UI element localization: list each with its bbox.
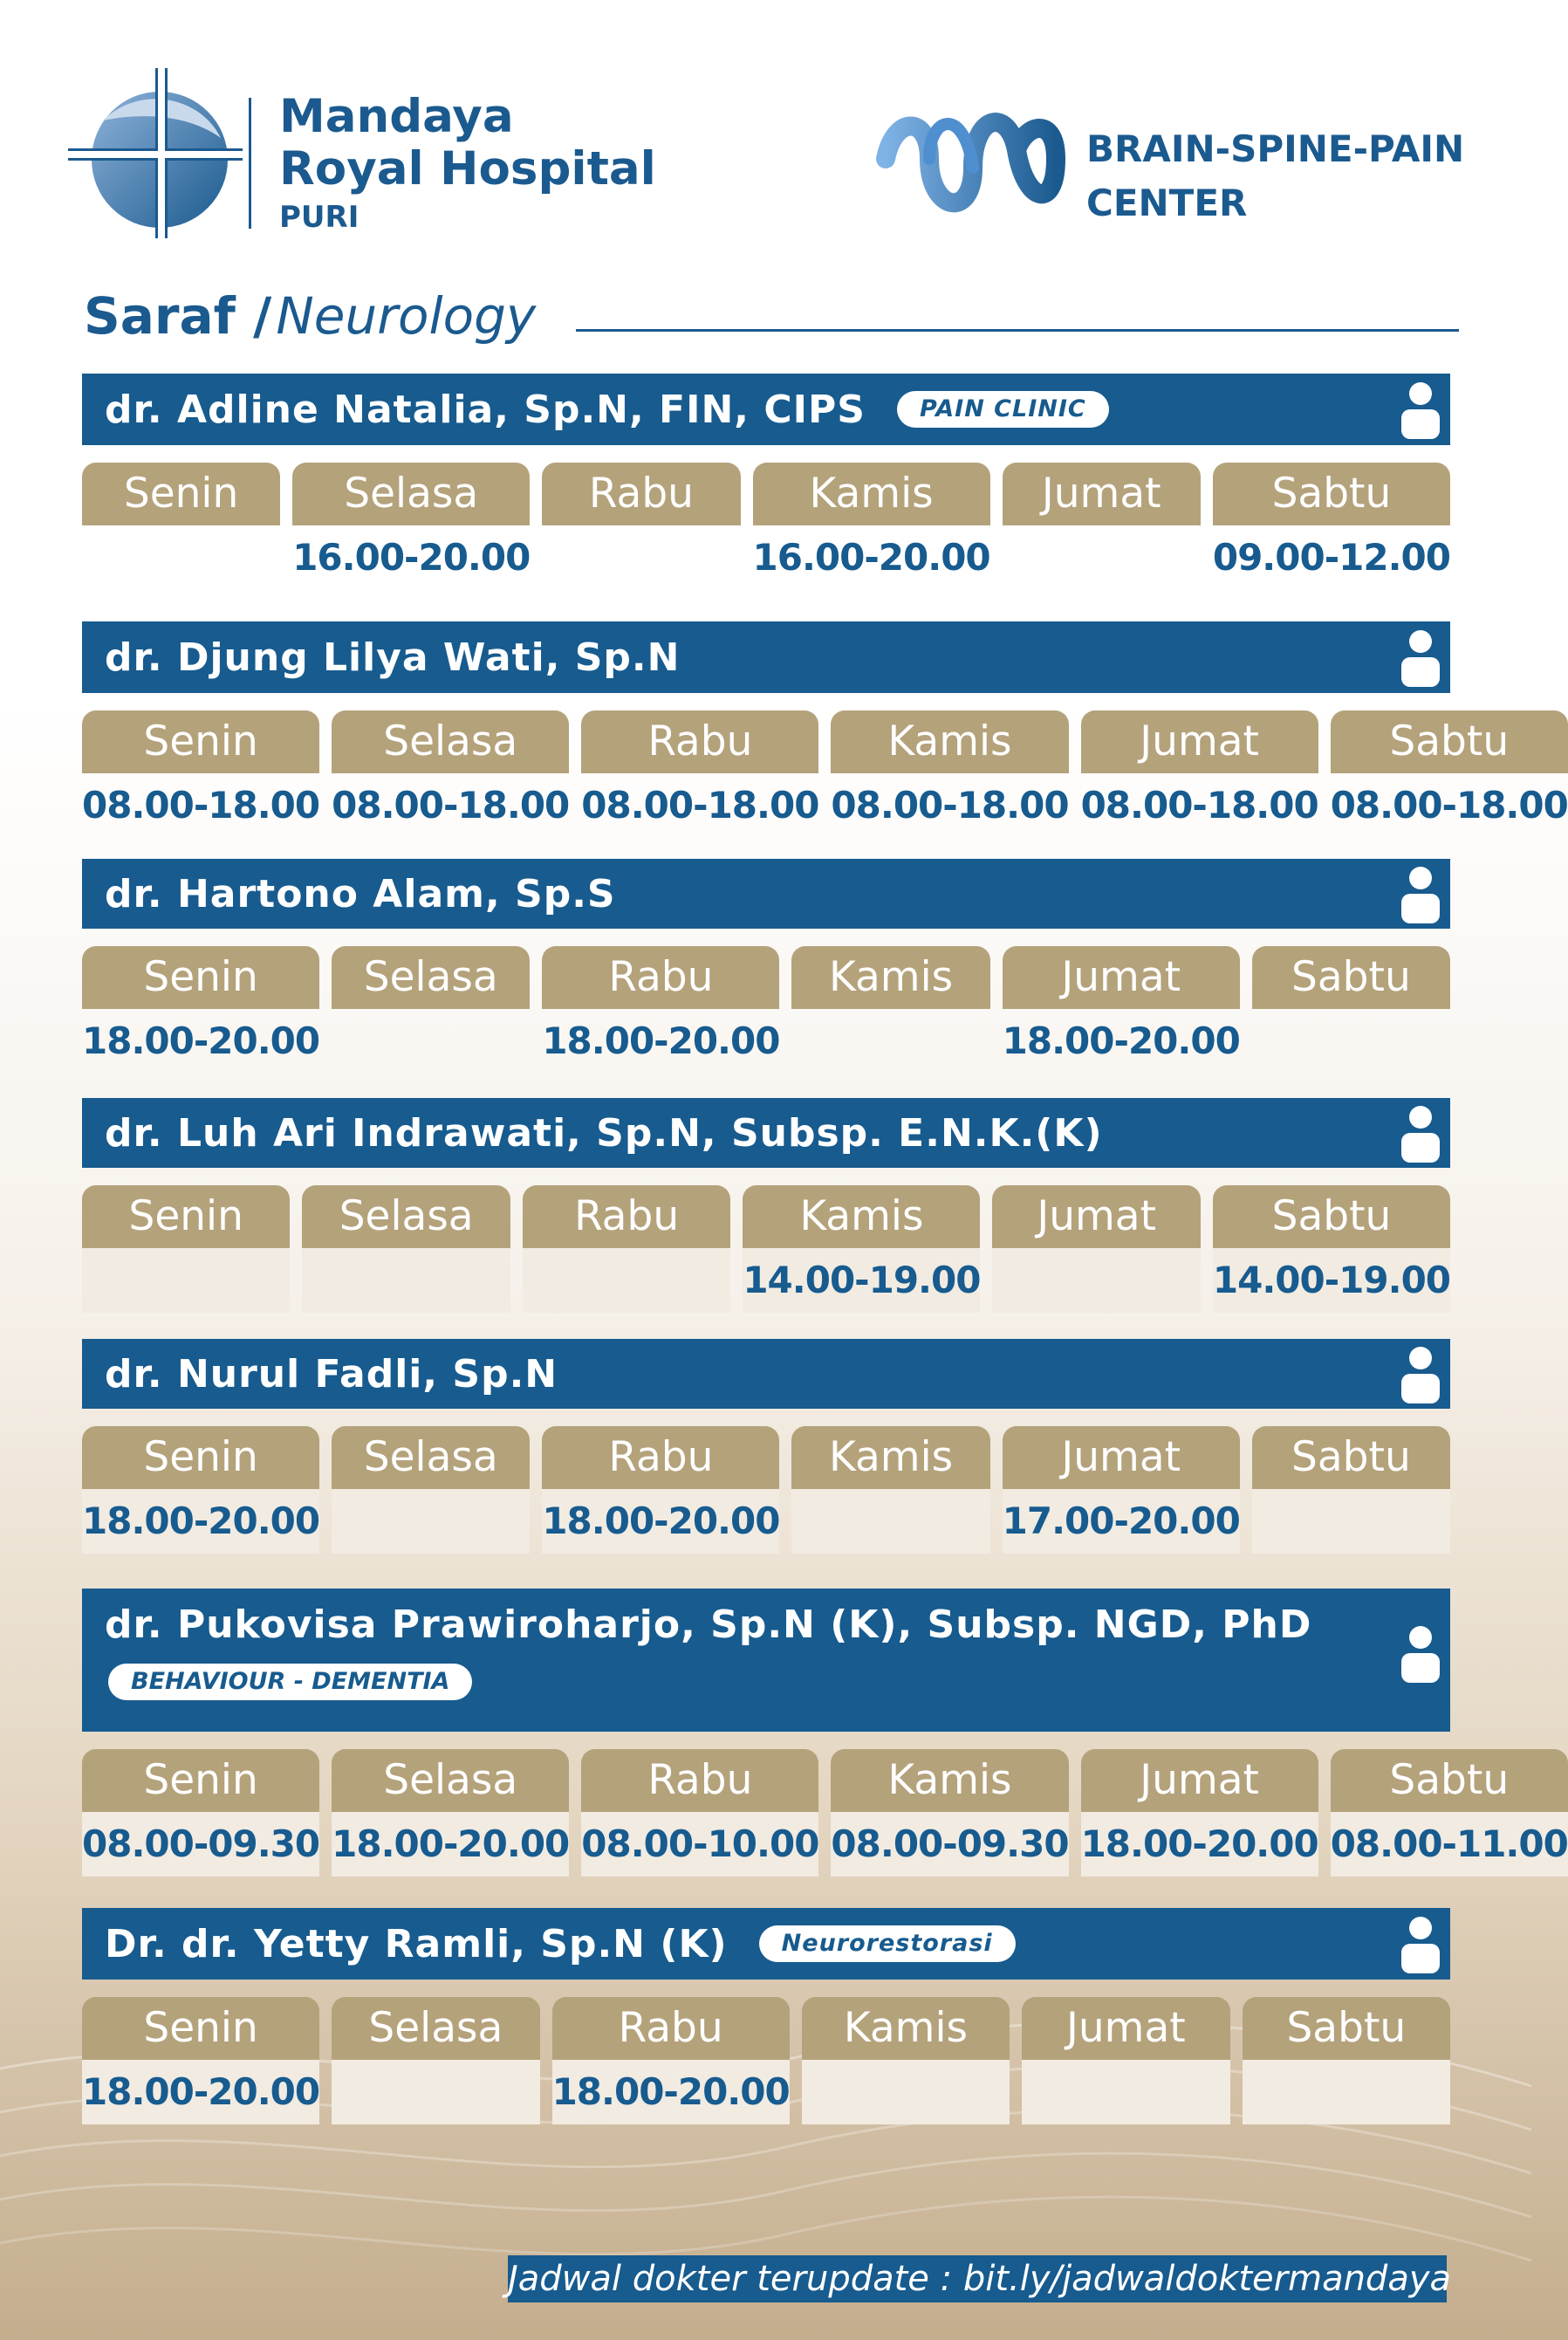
day-time: 14.00-19.00 xyxy=(1213,1248,1450,1313)
day-header: Selasa xyxy=(332,946,530,1009)
day-time xyxy=(332,2060,539,2124)
day-header: Kamis xyxy=(791,1426,989,1489)
doctor-header xyxy=(82,621,1450,693)
center-name xyxy=(1086,122,1464,230)
day-time: 14.00-19.00 xyxy=(743,1248,980,1313)
day-header: Selasa xyxy=(332,1426,530,1489)
day-header: Jumat xyxy=(1081,1749,1318,1812)
hospital-name xyxy=(279,91,656,239)
doctor-name: dr. Luh Ari Indrawati, Sp.N, Subsp. E.N.K.(K) xyxy=(105,1110,1103,1156)
day-time: 18.00-20.00 xyxy=(542,1489,779,1554)
day-time xyxy=(1003,525,1201,590)
day-time xyxy=(542,525,740,590)
day-header: Sabtu xyxy=(1243,1997,1450,2060)
doctor-name: dr. Djung Lilya Wati, Sp.N xyxy=(105,635,681,680)
day-time xyxy=(332,1009,530,1074)
day-time: 09.00-12.00 xyxy=(1212,536,1450,579)
day-header: Jumat xyxy=(1003,946,1240,1009)
day-header: Kamis xyxy=(831,710,1068,773)
day-header: Sabtu xyxy=(1213,463,1450,525)
day-header: Rabu xyxy=(552,1997,790,2060)
doctor-tag: PAIN CLINIC xyxy=(897,391,1109,428)
day-header: Selasa xyxy=(332,1749,569,1812)
day-header: Selasa xyxy=(292,463,530,525)
doctor-card xyxy=(82,374,1450,590)
day-header: Sabtu xyxy=(1252,946,1450,1009)
doctor-name: dr. Hartono Alam, Sp.S xyxy=(105,871,616,916)
day-time: 18.00-20.00 xyxy=(552,2060,790,2124)
doctor-profile-icon[interactable] xyxy=(1400,864,1441,923)
day-time xyxy=(791,1489,989,1554)
day-time: 08.00-09.30 xyxy=(831,1812,1068,1877)
doctor-tag: Neurorestorasi xyxy=(759,1925,1016,1962)
day-header: Kamis xyxy=(743,1185,980,1248)
day-time: 18.00-20.00 xyxy=(82,1489,319,1554)
doctor-profile-icon[interactable] xyxy=(1400,1103,1441,1163)
doctor-profile-icon[interactable] xyxy=(1400,628,1441,687)
day-header: Sabtu xyxy=(1252,1426,1450,1489)
day-header: Jumat xyxy=(1022,1997,1229,2060)
day-time xyxy=(1022,2060,1229,2124)
day-time: 08.00-18.00 xyxy=(82,784,320,827)
doctor-profile-icon[interactable] xyxy=(1400,1623,1441,1683)
day-header: Selasa xyxy=(332,1997,539,2060)
day-time xyxy=(1252,1009,1450,1074)
day-time xyxy=(1243,2060,1450,2124)
title-underline xyxy=(576,329,1459,332)
day-header: Sabtu xyxy=(1331,710,1568,773)
day-time: 08.00-10.00 xyxy=(581,1812,818,1877)
day-header: Jumat xyxy=(1003,1426,1240,1489)
center-name-line2: CENTER xyxy=(1086,182,1248,224)
day-time: 18.00-20.00 xyxy=(82,2060,319,2124)
page-title xyxy=(84,281,536,351)
doctor-name: dr. Pukovisa Prawiroharjo, Sp.N (K), Subsp. NGD, PhD xyxy=(105,1602,1312,1647)
day-time: 18.00-20.00 xyxy=(82,1019,320,1062)
doctor-profile-icon[interactable] xyxy=(1400,380,1441,439)
schedule-row xyxy=(82,1185,1450,1313)
schedule-row xyxy=(82,946,1450,1074)
day-header: Kamis xyxy=(791,946,989,1009)
page-title-indonesian: Saraf / xyxy=(84,286,272,346)
hospital-name-line2: Royal Hospital xyxy=(279,142,656,196)
doctor-name: Dr. dr. Yetty Ramli, Sp.N (K) xyxy=(105,1921,728,1966)
doctor-name: dr. Adline Natalia, Sp.N, FIN, CIPS xyxy=(105,387,866,432)
mandaya-logo-icon xyxy=(68,68,243,243)
day-time: 08.00-18.00 xyxy=(1080,784,1318,827)
day-time xyxy=(82,1248,290,1313)
schedule-row xyxy=(82,710,1568,838)
day-time: 08.00-09.30 xyxy=(82,1812,319,1877)
day-header: Selasa xyxy=(302,1185,510,1248)
day-time: 18.00-20.00 xyxy=(332,1812,569,1877)
day-header: Rabu xyxy=(542,946,779,1009)
doctor-card xyxy=(82,859,1450,1074)
day-time: 08.00-18.00 xyxy=(581,784,819,827)
day-header: Rabu xyxy=(581,710,818,773)
day-header: Rabu xyxy=(542,463,740,525)
day-header: Rabu xyxy=(523,1185,730,1248)
day-time: 08.00-18.00 xyxy=(332,784,570,827)
day-time: 08.00-18.00 xyxy=(831,784,1069,827)
day-time: 18.00-20.00 xyxy=(1081,1812,1318,1877)
day-time: 08.00-18.00 xyxy=(1330,784,1568,827)
day-header: Sabtu xyxy=(1331,1749,1568,1812)
schedule-row xyxy=(82,1426,1450,1554)
day-time xyxy=(82,525,280,590)
day-header: Selasa xyxy=(332,710,569,773)
doctor-header xyxy=(82,374,1450,445)
day-time xyxy=(992,1248,1200,1313)
day-header: Rabu xyxy=(542,1426,779,1489)
doctor-header xyxy=(82,1098,1450,1168)
doctor-header xyxy=(82,1908,1450,1980)
day-header: Jumat xyxy=(1003,463,1201,525)
day-time: 16.00-20.00 xyxy=(292,536,531,579)
schedule-row xyxy=(82,1749,1568,1877)
doctor-card xyxy=(82,621,1568,838)
day-header: Kamis xyxy=(753,463,990,525)
hospital-name-line1: Mandaya xyxy=(279,90,514,143)
doctor-header xyxy=(82,859,1450,929)
doctor-card xyxy=(82,1098,1450,1313)
header-divider xyxy=(249,98,251,229)
doctor-header xyxy=(82,1589,1450,1732)
doctor-profile-icon[interactable] xyxy=(1400,1344,1441,1403)
day-time: 17.00-20.00 xyxy=(1003,1489,1240,1554)
day-header: Senin xyxy=(82,946,319,1009)
schedule-row xyxy=(82,463,1450,590)
doctor-card xyxy=(82,1908,1450,2124)
day-header: Senin xyxy=(82,1749,319,1812)
day-header: Jumat xyxy=(1081,710,1318,773)
schedule-row xyxy=(82,1997,1450,2124)
day-time: 08.00-11.00 xyxy=(1331,1812,1568,1877)
day-time xyxy=(332,1489,530,1554)
hospital-branch: PURI xyxy=(279,200,359,235)
day-time xyxy=(523,1248,730,1313)
doctor-name: dr. Nurul Fadli, Sp.N xyxy=(105,1351,558,1396)
day-header: Sabtu xyxy=(1213,1185,1450,1248)
brain-spine-logo-icon xyxy=(877,98,1065,237)
day-time xyxy=(791,1009,989,1074)
day-header: Senin xyxy=(82,710,319,773)
day-header: Rabu xyxy=(581,1749,818,1812)
doctor-card xyxy=(82,1339,1450,1554)
day-header: Senin xyxy=(82,463,280,525)
doctor-card xyxy=(82,1589,1568,1877)
day-time xyxy=(802,2060,1010,2124)
day-header: Senin xyxy=(82,1426,319,1489)
day-header: Senin xyxy=(82,1997,319,2060)
day-header: Jumat xyxy=(992,1185,1200,1248)
day-header: Senin xyxy=(82,1185,290,1248)
day-time: 16.00-20.00 xyxy=(752,536,990,579)
day-header: Kamis xyxy=(831,1749,1068,1812)
center-name-line1: BRAIN-SPINE-PAIN xyxy=(1086,127,1465,170)
doctor-tag: BEHAVIOUR - DEMENTIA xyxy=(108,1664,472,1700)
day-header: Kamis xyxy=(802,1997,1010,2060)
day-time xyxy=(1252,1489,1450,1554)
page-title-english: Neurology xyxy=(276,286,537,346)
day-time xyxy=(302,1248,510,1313)
doctor-header xyxy=(82,1339,1450,1409)
day-time: 18.00-20.00 xyxy=(542,1019,780,1062)
doctor-profile-icon[interactable] xyxy=(1400,1914,1441,1973)
schedule-link[interactable]: Jadwal dokter terupdate : bit.ly/jadwaldoktermandaya xyxy=(508,2255,1447,2302)
day-time: 18.00-20.00 xyxy=(1002,1019,1240,1062)
